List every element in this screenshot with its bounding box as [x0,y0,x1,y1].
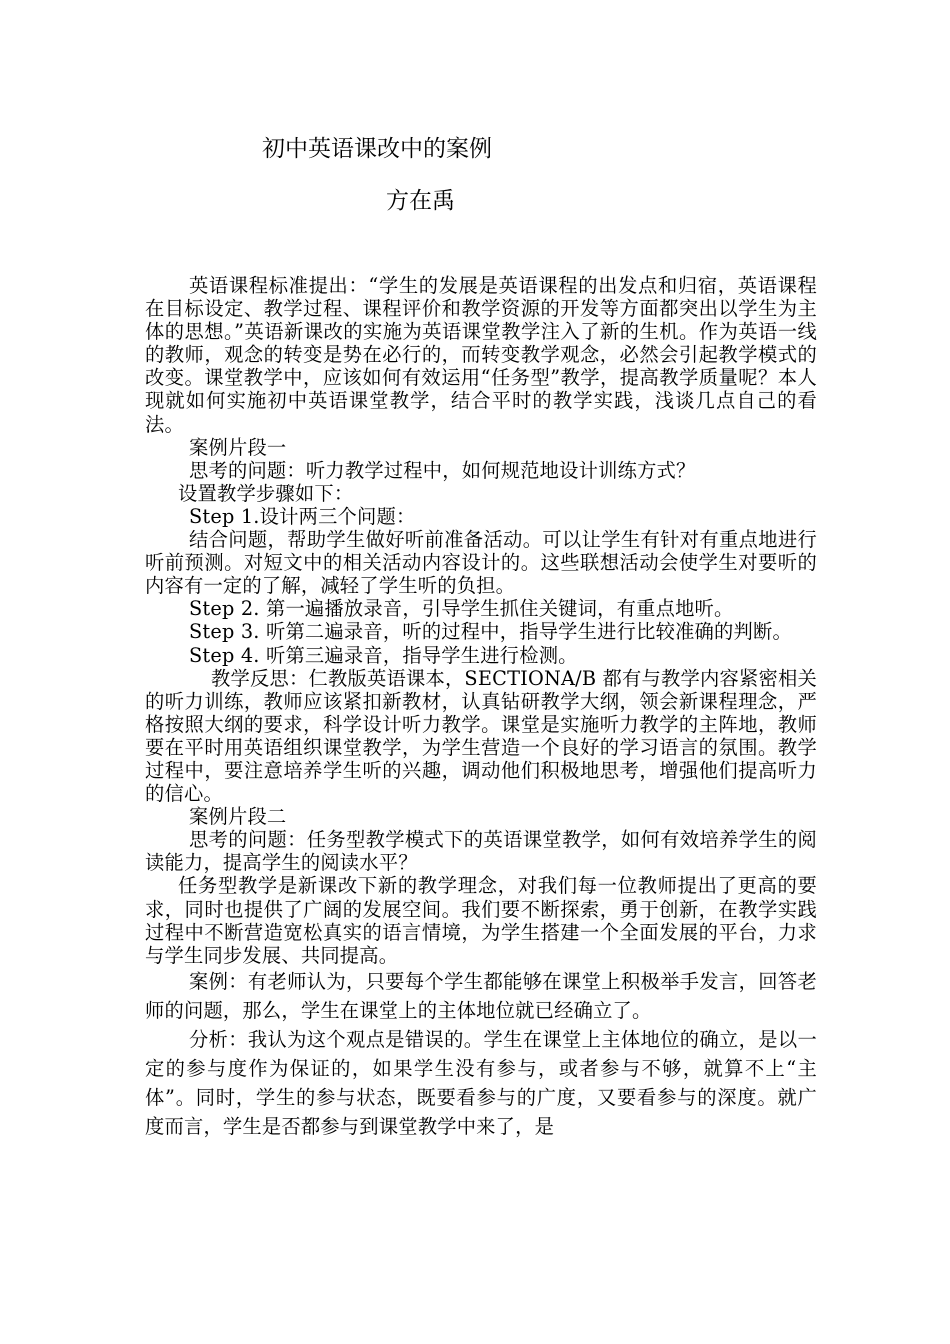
paragraph-question-2: 思考的问题：任务型教学模式下的英语课堂教学，如何有效培养学生的阅读能力，提高学生的阅读水平？ [145,828,817,875]
paragraph-step-1: Step 1.设计两三个问题： [189,504,416,528]
paragraph-question-1: 思考的问题：听力教学过程中，如何规范地设计训练方式？ [189,458,696,482]
paragraph-analysis: 分析：我认为这个观点是错误的。学生在课堂上主体地位的确立，是以一定的参与度作为保证的，如果学生没有参与，或者参与不够，就算不上“主体”。同时，学生的参与状态，既要看参与的广度，又要看参与的深度。就广度而言，学生是否都参与到课堂教学中来了，是 [145,1027,817,1138]
paragraph-step-1-detail: 结合问题，帮助学生做好听前准备活动。可以让学生有针对有重点地进行听前预测。对短文中的相关活动内容设计的。这些联想活动会使学生对要听的内容有一定的了解，减轻了学生听的负担。 [145,528,817,598]
document-body [145,274,817,1141]
paragraph-case: 案例：有老师认为，只要每个学生都能够在课堂上积极举手发言，回答老师的问题，那么，学生在课堂上的主体地位就已经确立了。 [145,969,817,1022]
document-title: 初中英语课改中的案例 [262,136,492,162]
paragraph-steps-intro: 设置教学步骤如下： [178,481,354,505]
paragraph-step-4: Step 4. 听第三遍录音，指导学生进行检测。 [189,643,578,667]
section-heading-case-2: 案例片段二 [189,805,287,829]
paragraph-step-2: Step 2. 第一遍播放录音，引导学生抓住关键词，有重点地听。 [189,597,734,621]
section-heading-case-1: 案例片段一 [189,435,287,459]
paragraph-task-based: 任务型教学是新课改下新的教学理念，对我们每一位教师提出了更高的要求，同时也提供了广阔的发展空间。我们要不断探索，勇于创新，在教学实践过程中不断营造宽松真实的语言情境，为学生搭建一个全面发展的平台，力求与学生同步发展、共同提高。 [145,874,817,967]
paragraph-intro: 英语课程标准提出：“学生的发展是英语课程的出发点和归宿，英语课程在目标设定、教学过程、课程评价和教学资源的开发等方面都突出以学生为主体的思想。”英语新课改的实施为英语课堂教学注入了新的生机。作为英语一线的教师，观念的转变是势在必行的，而转变教学观念，必然会引起教学模式的改变。课堂教学中，应该如何有效运用“任务型”教学，提高教学质量呢？本人现就如何实施初中英语课堂教学，结合平时的教学实践，浅谈几点自己的看法。 [145,274,817,436]
document-author: 方在禹 [386,188,455,214]
paragraph-reflection: 教学反思：仁教版英语课本，SECTIONA/B 都有与教学内容紧密相关的听力训练，教师应该紧扣新教材，认真钻研教学大纲，领会新课程理念，严格按照大纲的要求，科学设计听力教学。课堂是实施听力教学的主阵地，教师要在平时用英语组织课堂教学，为学生营造一个良好的学习语言的氛围。教学过程中，要注意培养学生听的兴趣，调动他们积极地思考，增强他们提高听力的信心。 [145,666,817,806]
paragraph-step-3: Step 3. 听第二遍录音，听的过程中，指导学生进行比较准确的判断。 [189,620,792,644]
